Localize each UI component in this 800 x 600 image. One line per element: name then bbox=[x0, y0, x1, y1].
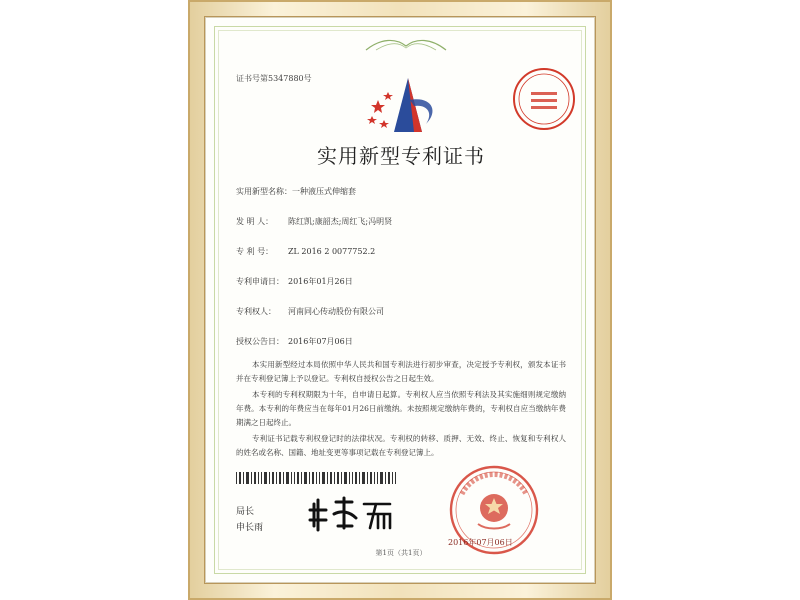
field-patent-holder bbox=[236, 306, 384, 317]
field-label: 专 利 号： bbox=[236, 247, 274, 256]
field-patent-number bbox=[236, 246, 375, 257]
body-paragraph-1: 本实用新型经过本局依照中华人民共和国专利法进行初步审查，决定授予专利权，颁发本证书并在专利登记簿上予以登记。专利权自授权公告之日起生效。 bbox=[236, 360, 566, 383]
body-paragraph-2: 本专利的专利权期限为十年，自申请日起算。专利权人应当依照专利法及其实施细则规定缴纳年费。本专利的年费应当在每年01月26日前缴纳。未按照规定缴纳年费的，专利权自应当缴纳年费期满之日起终止。 bbox=[236, 390, 566, 427]
director-name: 申长雨 bbox=[236, 523, 264, 533]
director-signature bbox=[306, 492, 396, 534]
field-filing-date bbox=[236, 276, 353, 287]
field-grant-date bbox=[236, 336, 353, 347]
patent-office-logo-icon bbox=[364, 70, 444, 140]
director-title: 局长 bbox=[236, 507, 255, 517]
certificate-paper bbox=[205, 17, 595, 583]
seal-date: 2016年07月06日 bbox=[448, 538, 513, 547]
field-utility-name bbox=[236, 186, 356, 197]
field-label: 授权公告日： bbox=[236, 337, 284, 346]
field-value: 2016年01月26日 bbox=[288, 277, 353, 286]
barcode-icon bbox=[236, 472, 396, 484]
field-value: 河南同心传动股份有限公司 bbox=[288, 307, 384, 316]
small-red-seal-icon bbox=[511, 66, 577, 132]
field-inventor bbox=[236, 216, 392, 227]
field-value: 2016年07月06日 bbox=[288, 337, 353, 346]
field-label: 专利权人： bbox=[236, 307, 276, 316]
field-label: 发 明 人： bbox=[236, 217, 274, 226]
field-label: 专利申请日： bbox=[236, 277, 284, 286]
certificate-title: 实用新型专利证书 bbox=[317, 144, 485, 168]
top-flourish-decoration bbox=[361, 36, 451, 54]
certificate-number: 证书号第5347880号 bbox=[236, 74, 312, 83]
body-paragraph-3: 专利证书记载专利权登记时的法律状况。专利权的转移、质押、无效、终止、恢复和专利权人的姓名或名称、国籍、地址变更等事项记载在专利登记簿上。 bbox=[236, 434, 566, 457]
field-value: ZL 2016 2 0077752.2 bbox=[288, 247, 376, 256]
field-label: 实用新型名称： bbox=[236, 187, 292, 196]
field-value: 陈红凯;康韶杰;周红飞;冯明贤 bbox=[288, 217, 393, 226]
page-number: 第1页（共1页） bbox=[375, 549, 427, 557]
field-value: 一种液压式伸缩套 bbox=[292, 187, 356, 196]
